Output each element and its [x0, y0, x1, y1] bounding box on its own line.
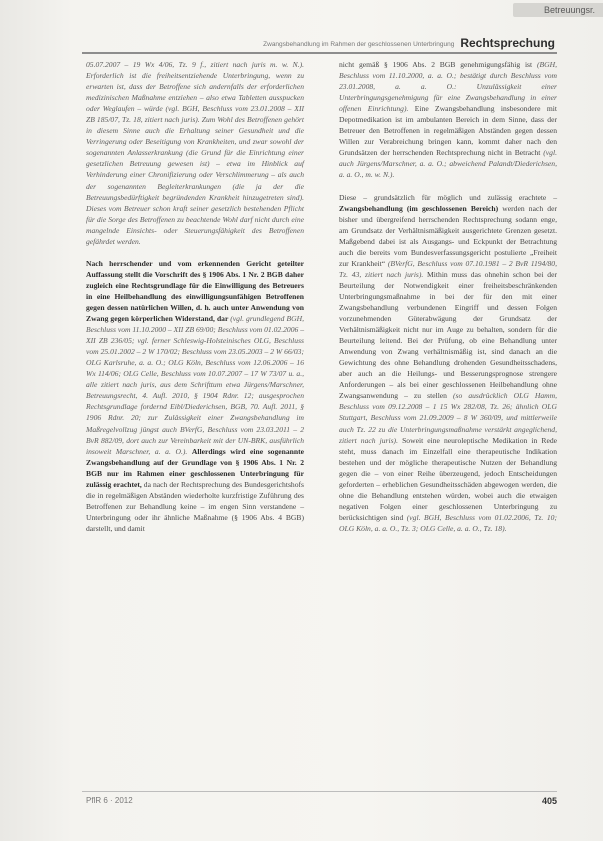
right-p2-rest: werden nach der bisher und übergreifend herrschenden Rechtsprechung sodann enge, am Grundsatz der Verhältnismäßigkeit ausgerichtete Grenzen gesetzt. Maßgebend dabei ist als Ausgangs- und Eckpunkt der Betrachtung auch die bereits vom Bundesverfassungsgericht postulierte „Freiheit zur Krankheit“: [339, 203, 557, 268]
right-p1-text: nicht gemäß § 1906 Abs. 2 BGB genehmigungsfähig ist: [339, 60, 537, 69]
left-p2-tail: da nach der Rechtsprechung des Bundesgerichtshofs die in regelmäßigen Abständen wiederholte kurzfristige Zuführung des Betroffenen zur Behandlung keine – im engen Sinn verstandene – Unterbringung oder ihr ähnliche Maßnahme (§ 1906 Abs. 4 BGB) darstellt, und damit: [86, 479, 304, 533]
right-paragraph-2: [339, 192, 557, 534]
left-paragraph-2: [86, 258, 304, 534]
right-p1-citation-2: (vgl. auch Jürgens/Marschner, a. a. O.; abweichend Palandt/Diederichsen, a. a. O., m. w. N.).: [339, 148, 557, 180]
right-p2-citation: (BVerfG, Beschluss vom 07.10.1981 – 2 BvR 1194/80, Tz. 43, zitiert nach juris).: [339, 258, 557, 279]
header-section: Rechtsprechung: [460, 36, 555, 50]
right-p2-rest-2: Mithin muss das ohnehin schon bei der Beurteilung der Notwendigkeit einer freiheitsbeschränkenden Unterbringungsmaßnahme in bei der für den mit einer Zwangsbehandlung verbundenen Eingriff und dessen Folgen vorzunehmenden Güterabwägung der Grundsatz der Verhältnismäßigkeit nicht nur im Auge zu behalten, sondern für die Beurteilung leitend. Bei der Prüfung, ob eine Behandlung unter Anwendung von Zwang verhältnismäßig ist, sind danach an die Gewichtung des ohne Behandlung drohenden Gesundheitsschadens, aber auch an die Heilungs- und Besserungsprognose strengere Anforderungen – als bei einer geschlossenen Heilbehandlung ohne Zwangsanwendung – zu stellen: [339, 269, 557, 401]
right-p2-text: Diese – grundsätzlich für möglich und zulässig erachtete –: [339, 192, 557, 202]
right-p2-rest-3: Soweit eine neuroleptische Medikation in Rede steht, muss danach im Einzelfall eine therapeutische Indikation bestehen und der mögliche therapeutische Nutzen der Behandlung gegen die – von einer Reihe überzeugend, jedoch Entscheidungen geforderten – erheblichen Gesundheitsschäden abgewogen werden, die ohne die Behandlung entstehen würden, wobei auch die etwaigen negativen Folgen einer geschlossenen Unterbringung zu berücksichtigen sind: [339, 435, 557, 522]
left-paragraph-1: [86, 59, 304, 247]
right-p1-rest: Eine Zwangsbehandlung insbesondere mit Depotmedikation ist im ambulanten Bereich in dem Sinne, dass der Betreuer den Betroffenen in regelmäßigen Abständen gegen dessen Willen zur Verabreichung bringen kann, kommt daher nach den Grundsätzen der herrschenden Rechtsprechung nicht in Betracht: [339, 104, 558, 158]
left-p2-citation: (vgl. grundlegend BGH, Beschluss vom 11.10.2000 – XII ZB 69/00; Beschluss vom 01.02.2006 – XII ZB 236/05; vgl. ferner Schleswig-Holsteinisches OLG, Beschluss vom 25.01.2002 – 2 W 170/02; Beschluss vom 23.05.2003 – 2 W 66/03; OLG Karlsruhe, a. a. O.; OLG Köln, Beschluss vom 12.06.2006 – 16 Wx 114/06; OLG Celle, Beschluss vom 10.07.2007 – 17 W 73/07 u. a., alle zitiert nach juris, aus dem Schrifttum etwa Jürgens/Marschner, Betreuungsrecht, 4. Aufl. 2010, § 1904 Rdnr. 12; ausgesprochen Rechtsgrundlage fordernd Eibl/Diederichsen, BGB, 70. Aufl. 2011, § 1906 Rdnr. 20; zur Zulässigkeit einer Zwangsbehandlung im Maßregelvollzug jüngst auch BVerfG, Beschluss vom 23.03.2011 – 2 BvR 882/09, dort auch zur Vereinbarkeit mit der UN-BRK, ausführlich insoweit Marschner, a. a. O.).: [86, 314, 305, 456]
right-p2-citation-2: (so ausdrücklich OLG Hamm, Beschluss vom 09.12.2008 – 1 15 Wx 282/08, Tz. 26; ähnlich OLG Stuttgart, Beschluss vom 21.09.2009 – 8 W 360/09, und mittlerweile auch Tz. 22 zu die Unterbringungsmaßnahme verstärkt angeglichend, zitiert nach juris).: [339, 391, 557, 445]
left-p2-tail-bold: Allerdings wird eine sogenannte Zwangsbehandlung auf der Grundlage von § 1906 Abs. 1 Nr. 2 BGB nur im Rahmen einer geschlossenen Unterbringung für zulässig erachtet,: [86, 446, 305, 489]
right-p2-bold: Zwangsbehandlung (im geschlossenen Bereich): [339, 203, 503, 213]
header-subtitle: Zwangsbehandlung im Rahmen der geschlossenen Unterbringung: [263, 41, 455, 48]
header-rule: [82, 52, 557, 54]
running-header: [225, 20, 555, 50]
right-column: [339, 59, 557, 545]
page-footer: [82, 796, 557, 810]
right-p1-citation: (BGH, Beschluss vom 11.10.2000, a. a. O.; bestätigt durch Beschluss vom 23.01.2008, a. a. O.: Unzulässigkeit einer Unterbringungsgenehmigung für eine Zwangsbehandlung in einer offenen Einrichtung).: [339, 60, 557, 114]
journal-issue: PflR 6 · 2012: [86, 796, 133, 805]
footer-rule: [82, 791, 557, 792]
left-column: [86, 59, 304, 545]
right-p2-citation-3: (vgl. BGH, Beschluss vom 01.02.2006, Tz. 10; OLG Köln, a. a. O., Tz. 3; OLG Celle, a. a. O., Tz. 18).: [339, 512, 557, 533]
left-p2-bold: Nach herrschender und vom erkennenden Gericht geteilter Auffassung stellt die Vorschrift des § 1906 Abs. 1 Nr. 2 BGB daher zugleich eine Rechtsgrundlage für die Einwilligung des Betreuers in eine Heilbehandlung des einwilligungsunfähigen Betroffenen gegen dessen natürlichen Willen, d. h. auch unter Anwendung von Zwang gegen körperlichen Widerstand, dar: [86, 258, 304, 324]
left-p1-text: 05.07.2007 – 19 Wx 4/06, Tz. 9 f., zitiert nach juris m. w. N.). Erforderlich ist die freiheitsentziehende Unterbringung, wenn zu erwarten ist, dass der Betroffene sich andernfalls der erforderlichen medizinischen Maßnahme entziehen – also etwa Tabletten ausspucken oder Weglaufen – würde (vgl. BGH, Beschluss vom 23.01.2008 – XII ZB 185/07, Tz. 18, zitiert nach juris). Zum Wohl des Betroffenen gehört in diesem Sinne auch die Erhaltung seiner Gesundheit und die Verringerung oder Beseitigung von Krankheiten, und zwar sowohl der sogenannten Anlasserkrankung (die Grund für die Einrichtung einer gesetzlichen Betreuung gewesen ist) – etwa im Hinblick auf Verhinderung einer Chronifizierung oder Verschlimmerung – als auch der sogenannten Begleiterkrankungen (die ja der die Betreuungsbedürftigkeit begründenden Krankheit hinzugetreten sind). Dieses vom Betreuer schon kraft seiner gesetzlich bestehenden Pflicht für die Sorge des Betroffenen zu beachtende Wohl darf nicht durch eine mangelnde Einsichts- oder Steuerungsfähigkeit des Betroffenen gefährdet werden.: [86, 60, 304, 246]
section-tab: Betreuungsr.: [513, 3, 603, 17]
right-paragraph-1: [339, 59, 557, 181]
page-number: 405: [541, 796, 557, 806]
